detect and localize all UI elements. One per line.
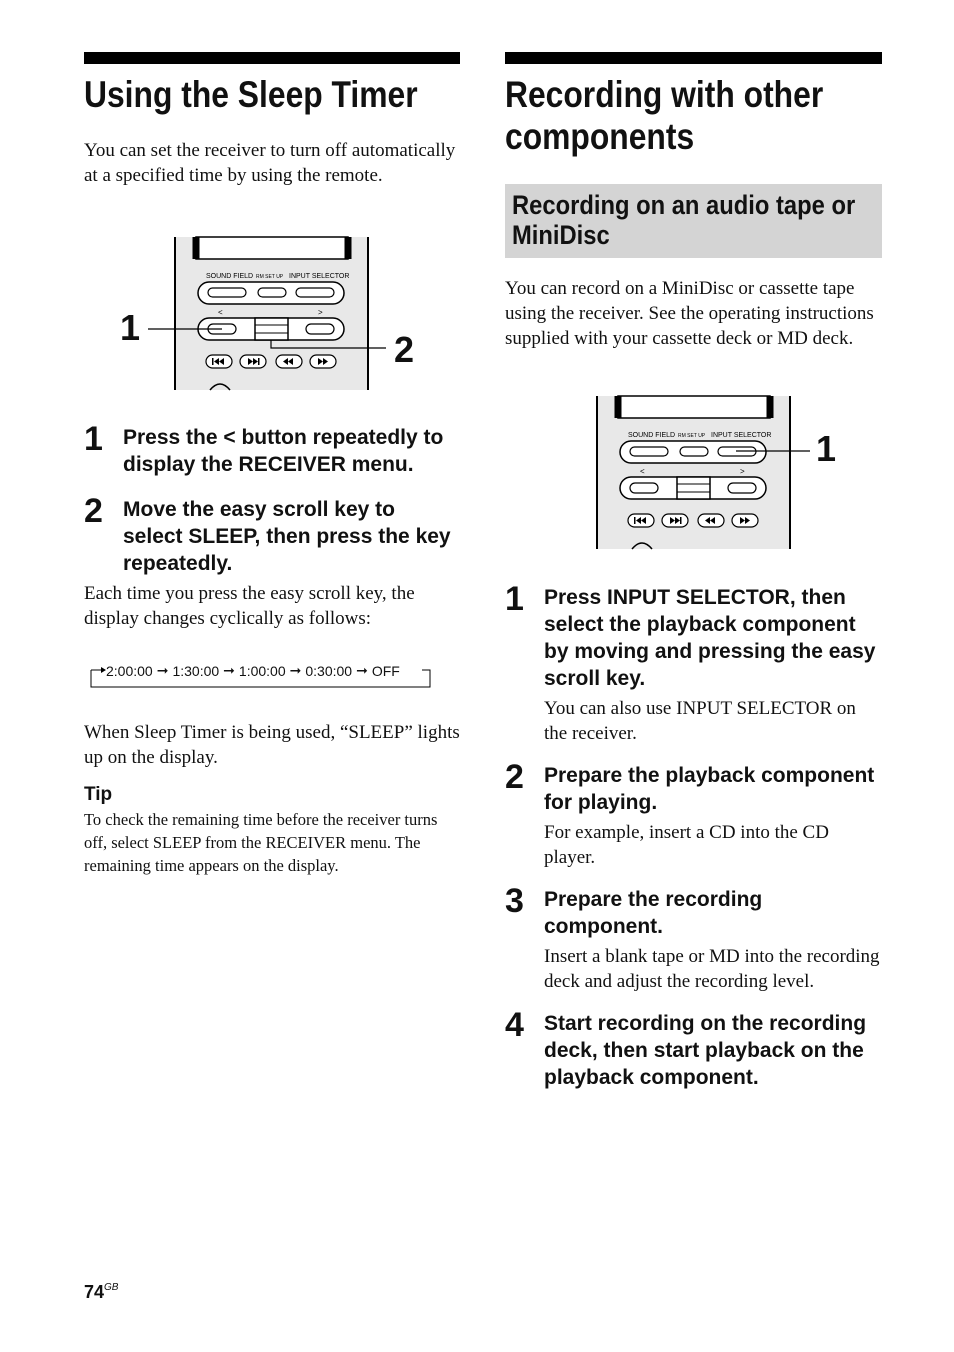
remote-figure-sleep <box>118 236 418 391</box>
step-title: Prepare the playback component for playing. <box>544 764 875 814</box>
region-code: GB <box>104 1282 119 1293</box>
sleep-step-1 <box>84 420 460 478</box>
label-input-selector: INPUT SELECTOR <box>711 432 772 439</box>
label-rm-set-up: RM SET UP <box>256 274 284 280</box>
step-note: You can also use INPUT SELECTOR on the receiver. <box>544 698 856 744</box>
tip-label: Tip <box>84 784 113 805</box>
page-title-sleep-timer: Using the Sleep Timer <box>84 74 418 115</box>
arrow-left-label: < <box>640 467 645 476</box>
left-column <box>84 52 460 188</box>
recording-step-4 <box>505 1006 882 1091</box>
recording-step-1 <box>505 580 882 746</box>
arrow-right-label: > <box>318 308 323 317</box>
recording-steps <box>505 580 882 1091</box>
label-input-selector: INPUT SELECTOR <box>289 273 350 280</box>
label-sound-field: SOUND FIELD <box>628 432 676 439</box>
cycle-value: 1:30:00 <box>172 662 220 679</box>
arrow-left-label: < <box>218 308 223 317</box>
right-arrow-icon: ➞ <box>156 662 169 678</box>
cycle-value: 1:00:00 <box>238 662 286 679</box>
tip-text: To check the remaining time before the receiver turns off, select SLEEP from the RECEIVER menu. The remaining time appears on the display. <box>84 810 438 875</box>
remote-illustration <box>118 236 418 391</box>
right-column <box>505 52 882 351</box>
cycle-sequence <box>106 662 400 679</box>
step-number: 1 <box>505 580 524 618</box>
subheading: Recording on an audio tape or MiniDisc <box>512 190 856 250</box>
section-rule <box>84 52 460 64</box>
callout-1: 1 <box>816 428 837 469</box>
label-sound-field: SOUND FIELD <box>206 273 254 280</box>
subheading-box <box>505 184 882 258</box>
right-arrow-icon: ➞ <box>223 662 235 678</box>
page-title-recording: Recording with other components <box>505 74 824 157</box>
label-rm-set-up: RM SET UP <box>678 433 706 439</box>
step-title: Press INPUT SELECTOR, then select the playback component by moving and pressing the easy scroll key. <box>544 586 876 690</box>
arrow-right-label: > <box>740 467 745 476</box>
page-number-value: 74 <box>84 1282 105 1302</box>
recording-step-3 <box>505 882 882 994</box>
step-title: Start recording on the recording deck, then start playback on the playback component. <box>544 1012 867 1089</box>
step-number: 2 <box>84 492 103 530</box>
remote-illustration <box>596 395 846 550</box>
sleep-display-note: When Sleep Timer is being used, “SLEEP” lights up on the display. <box>84 722 460 768</box>
sleep-notes <box>84 720 460 877</box>
right-arrow-icon: ➞ <box>289 662 302 678</box>
cycle-value: 2:00:00 <box>106 662 153 679</box>
page-number <box>84 1282 118 1303</box>
sleep-step-2-note: Each time you press the easy scroll key, the display changes cyclically as follows: <box>84 583 415 629</box>
cycle-value: 0:30:00 <box>305 662 353 679</box>
callout-1: 1 <box>120 307 141 348</box>
cycle-value: OFF <box>371 662 400 679</box>
step-title: Prepare the recording component. <box>544 888 763 938</box>
step-number: 4 <box>505 1006 524 1044</box>
remote-figure-recording <box>596 395 846 550</box>
recording-intro: You can record on a MiniDisc or cassette tape using the receiver. See the operating instructions supplied with your cassette deck or MD deck. <box>505 278 874 349</box>
sleep-cycle-diagram <box>88 660 433 690</box>
recording-step-2 <box>505 758 882 870</box>
step-note: Insert a blank tape or MD into the recording deck and adjust the recording level. <box>544 946 880 992</box>
step-title: Move the easy scroll key to select SLEEP, then press the key repeatedly. <box>123 498 451 575</box>
step-number: 2 <box>505 758 524 796</box>
step-number: 3 <box>505 882 524 920</box>
step-title: Press the < button repeatedly to display the RECEIVER menu. <box>123 426 444 476</box>
right-arrow-icon: ➞ <box>356 662 368 678</box>
step-note: For example, insert a CD into the CD player. <box>544 822 829 868</box>
step-number: 1 <box>84 420 103 458</box>
sleep-steps <box>84 420 460 631</box>
sleep-step-2 <box>84 492 460 577</box>
sleep-intro: You can set the receiver to turn off automatically at a specified time by using the remote. <box>84 140 456 186</box>
section-rule <box>505 52 882 64</box>
callout-2: 2 <box>394 329 415 370</box>
